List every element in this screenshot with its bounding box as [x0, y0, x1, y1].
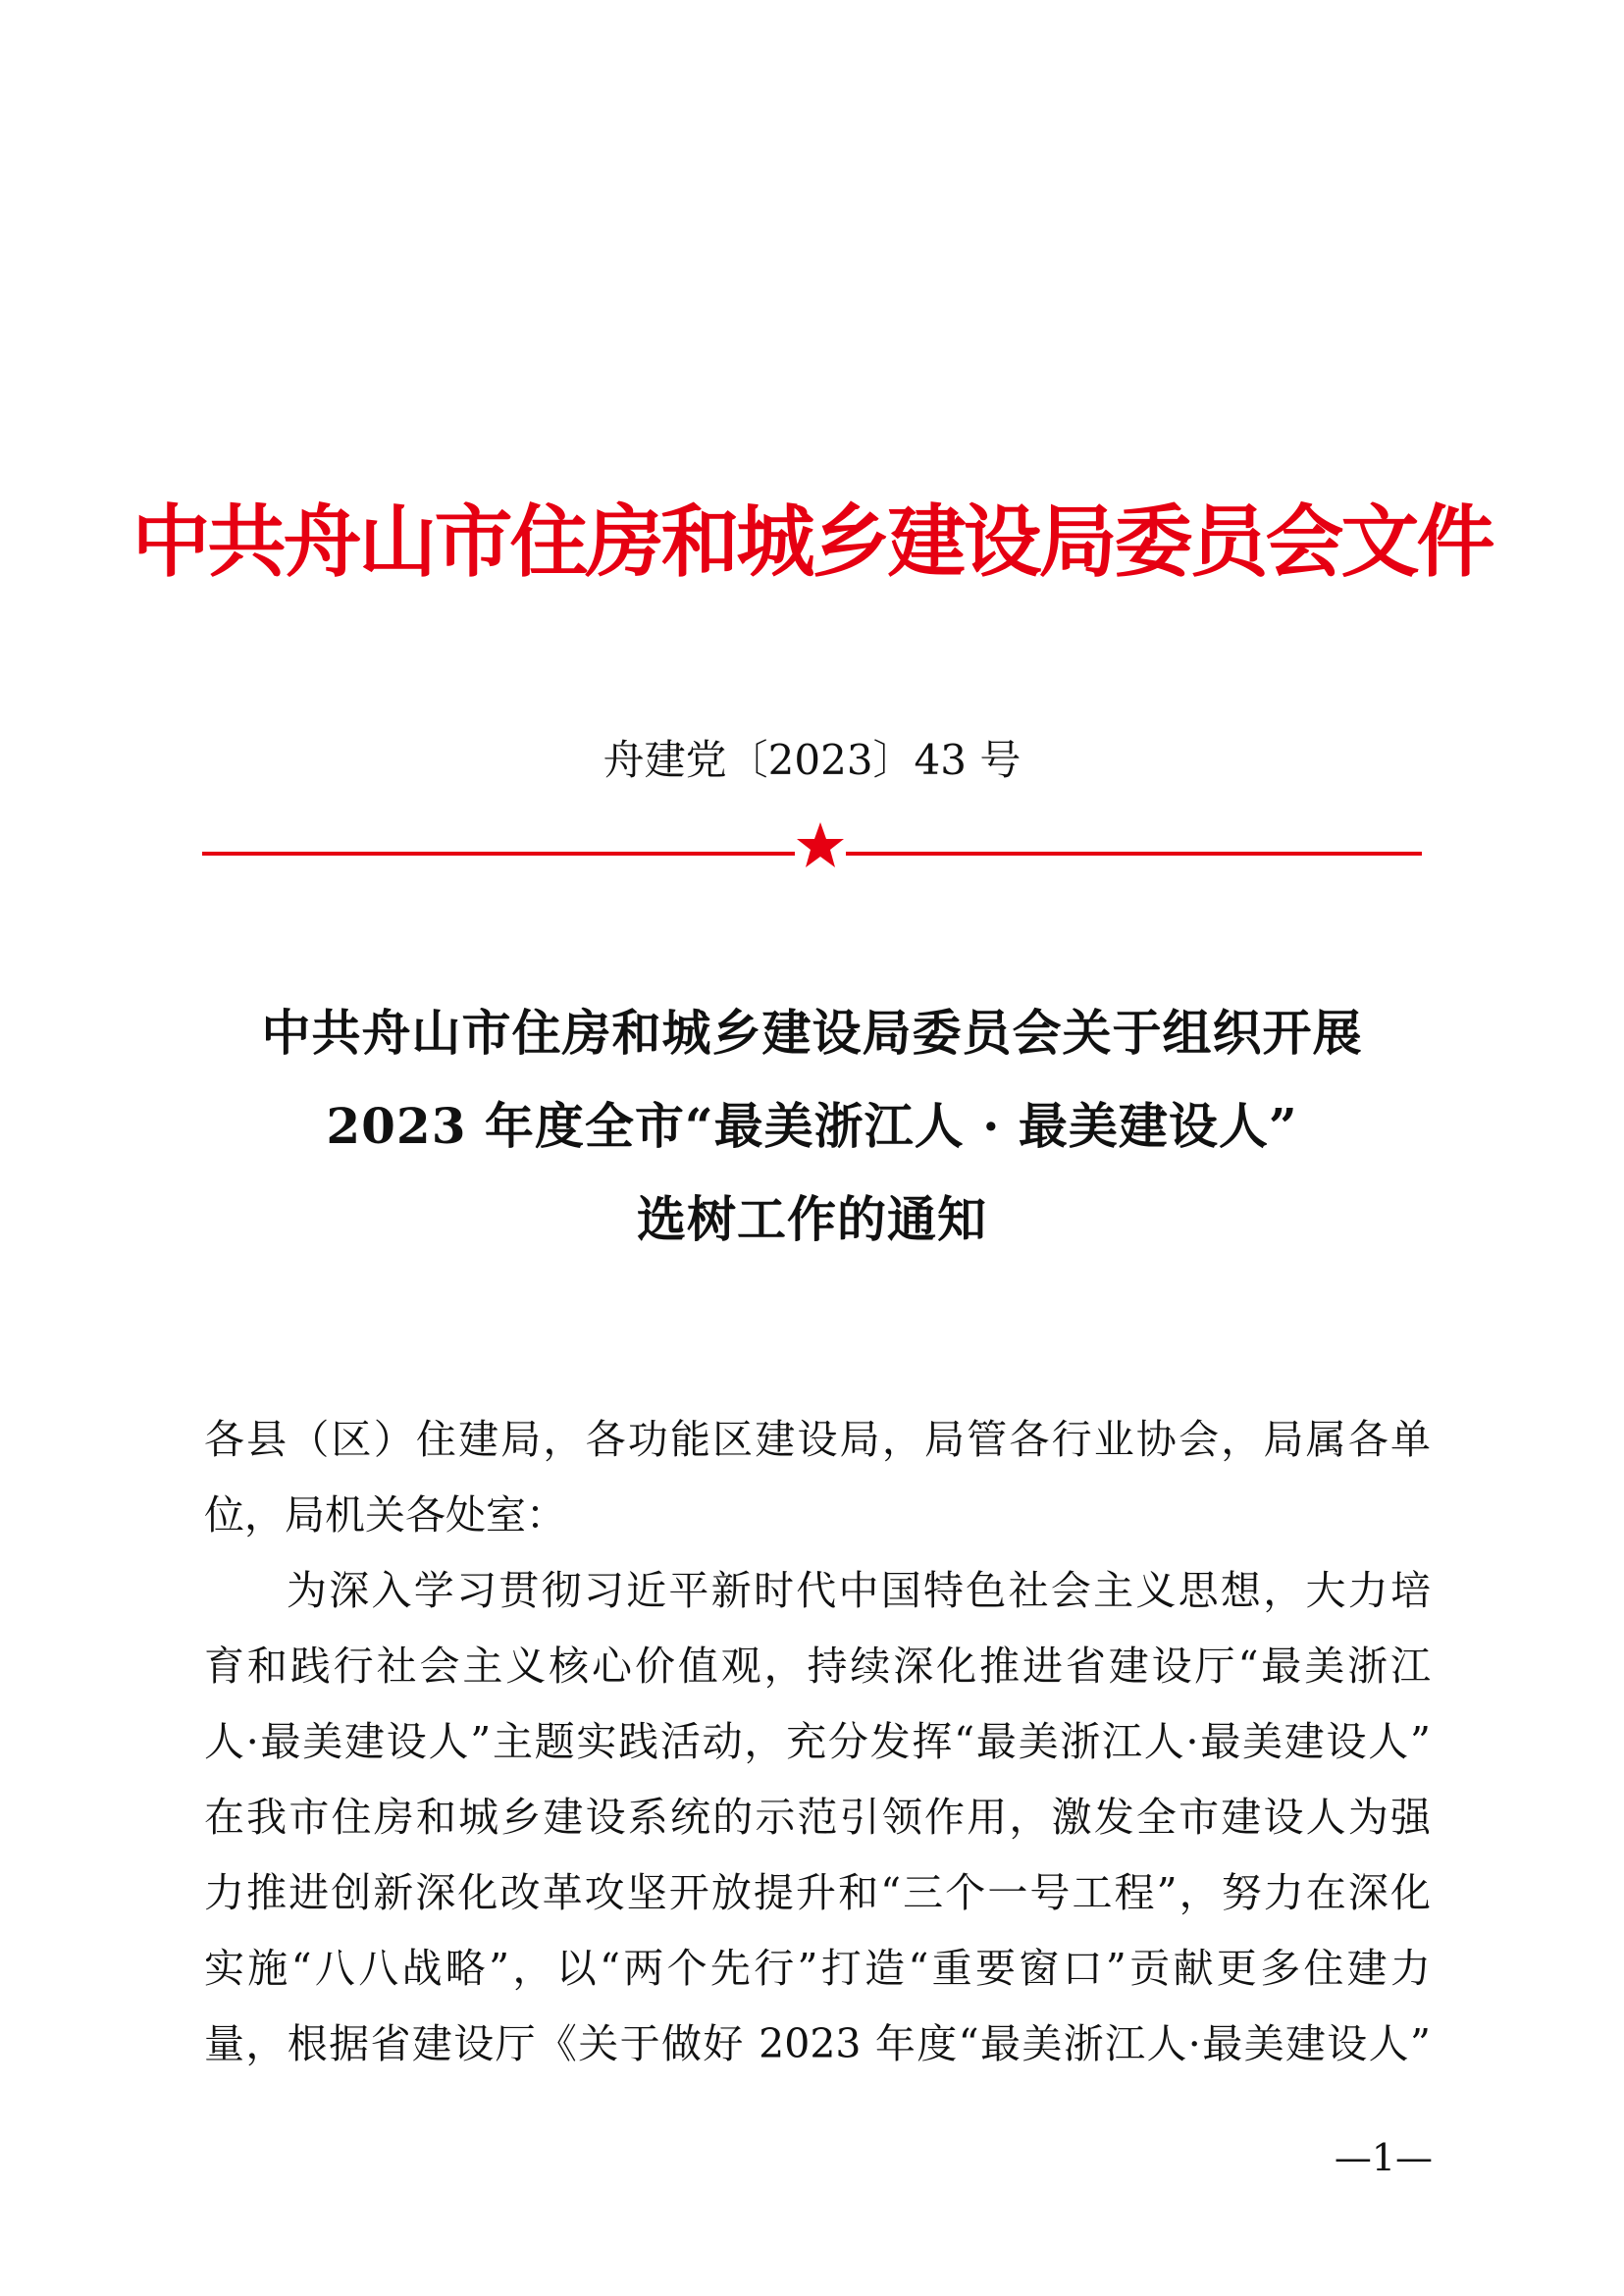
body-paragraph-line: 为深入学习贯彻习近平新时代中国特色社会主义思想，大力培	[287, 1567, 1431, 1614]
salutation-line: 各县（区）住建局，各功能区建设局，局管各行业协会，局属各单	[204, 1416, 1431, 1463]
red-divider-right	[846, 852, 1422, 856]
document-title-line: 中共舟山市住房和城乡建设局委员会关于组织开展	[261, 1004, 1363, 1062]
body-paragraph-line: 在我市住房和城乡建设系统的示范引领作用，激发全市建设人为强	[204, 1794, 1431, 1841]
red-divider-left	[202, 852, 795, 856]
body-paragraph-line: 人·最美建设人”主题实践活动，充分发挥“最美浙江人·最美建设人”	[204, 1718, 1431, 1765]
body-paragraph-line: 量，根据省建设厅《关于做好 2023 年度“最美浙江人·最美建设人”	[204, 2020, 1431, 2067]
document-title-line: 选树工作的通知	[637, 1190, 987, 1248]
document-title-line: 2023 年度全市“最美浙江人 · 最美建设人”	[326, 1097, 1298, 1155]
salutation-line: 位，局机关各处室：	[204, 1491, 566, 1539]
body-paragraph-line: 育和践行社会主义核心价值观，持续深化推进省建设厅“最美浙江	[204, 1643, 1431, 1690]
body-paragraph-line: 实施“八八战略”，以“两个先行”打造“重要窗口”贡献更多住建力	[204, 1945, 1431, 1992]
document-header-title: 中共舟山市住房和城乡建设局委员会文件	[131, 496, 1493, 588]
body-paragraph-line: 力推进创新深化改革攻坚开放提升和“三个一号工程”，努力在深化	[204, 1869, 1431, 1916]
document-number: 舟建党〔2023〕43 号	[602, 736, 1022, 784]
page-number: —1—	[1334, 2136, 1433, 2179]
star-icon	[795, 820, 846, 871]
